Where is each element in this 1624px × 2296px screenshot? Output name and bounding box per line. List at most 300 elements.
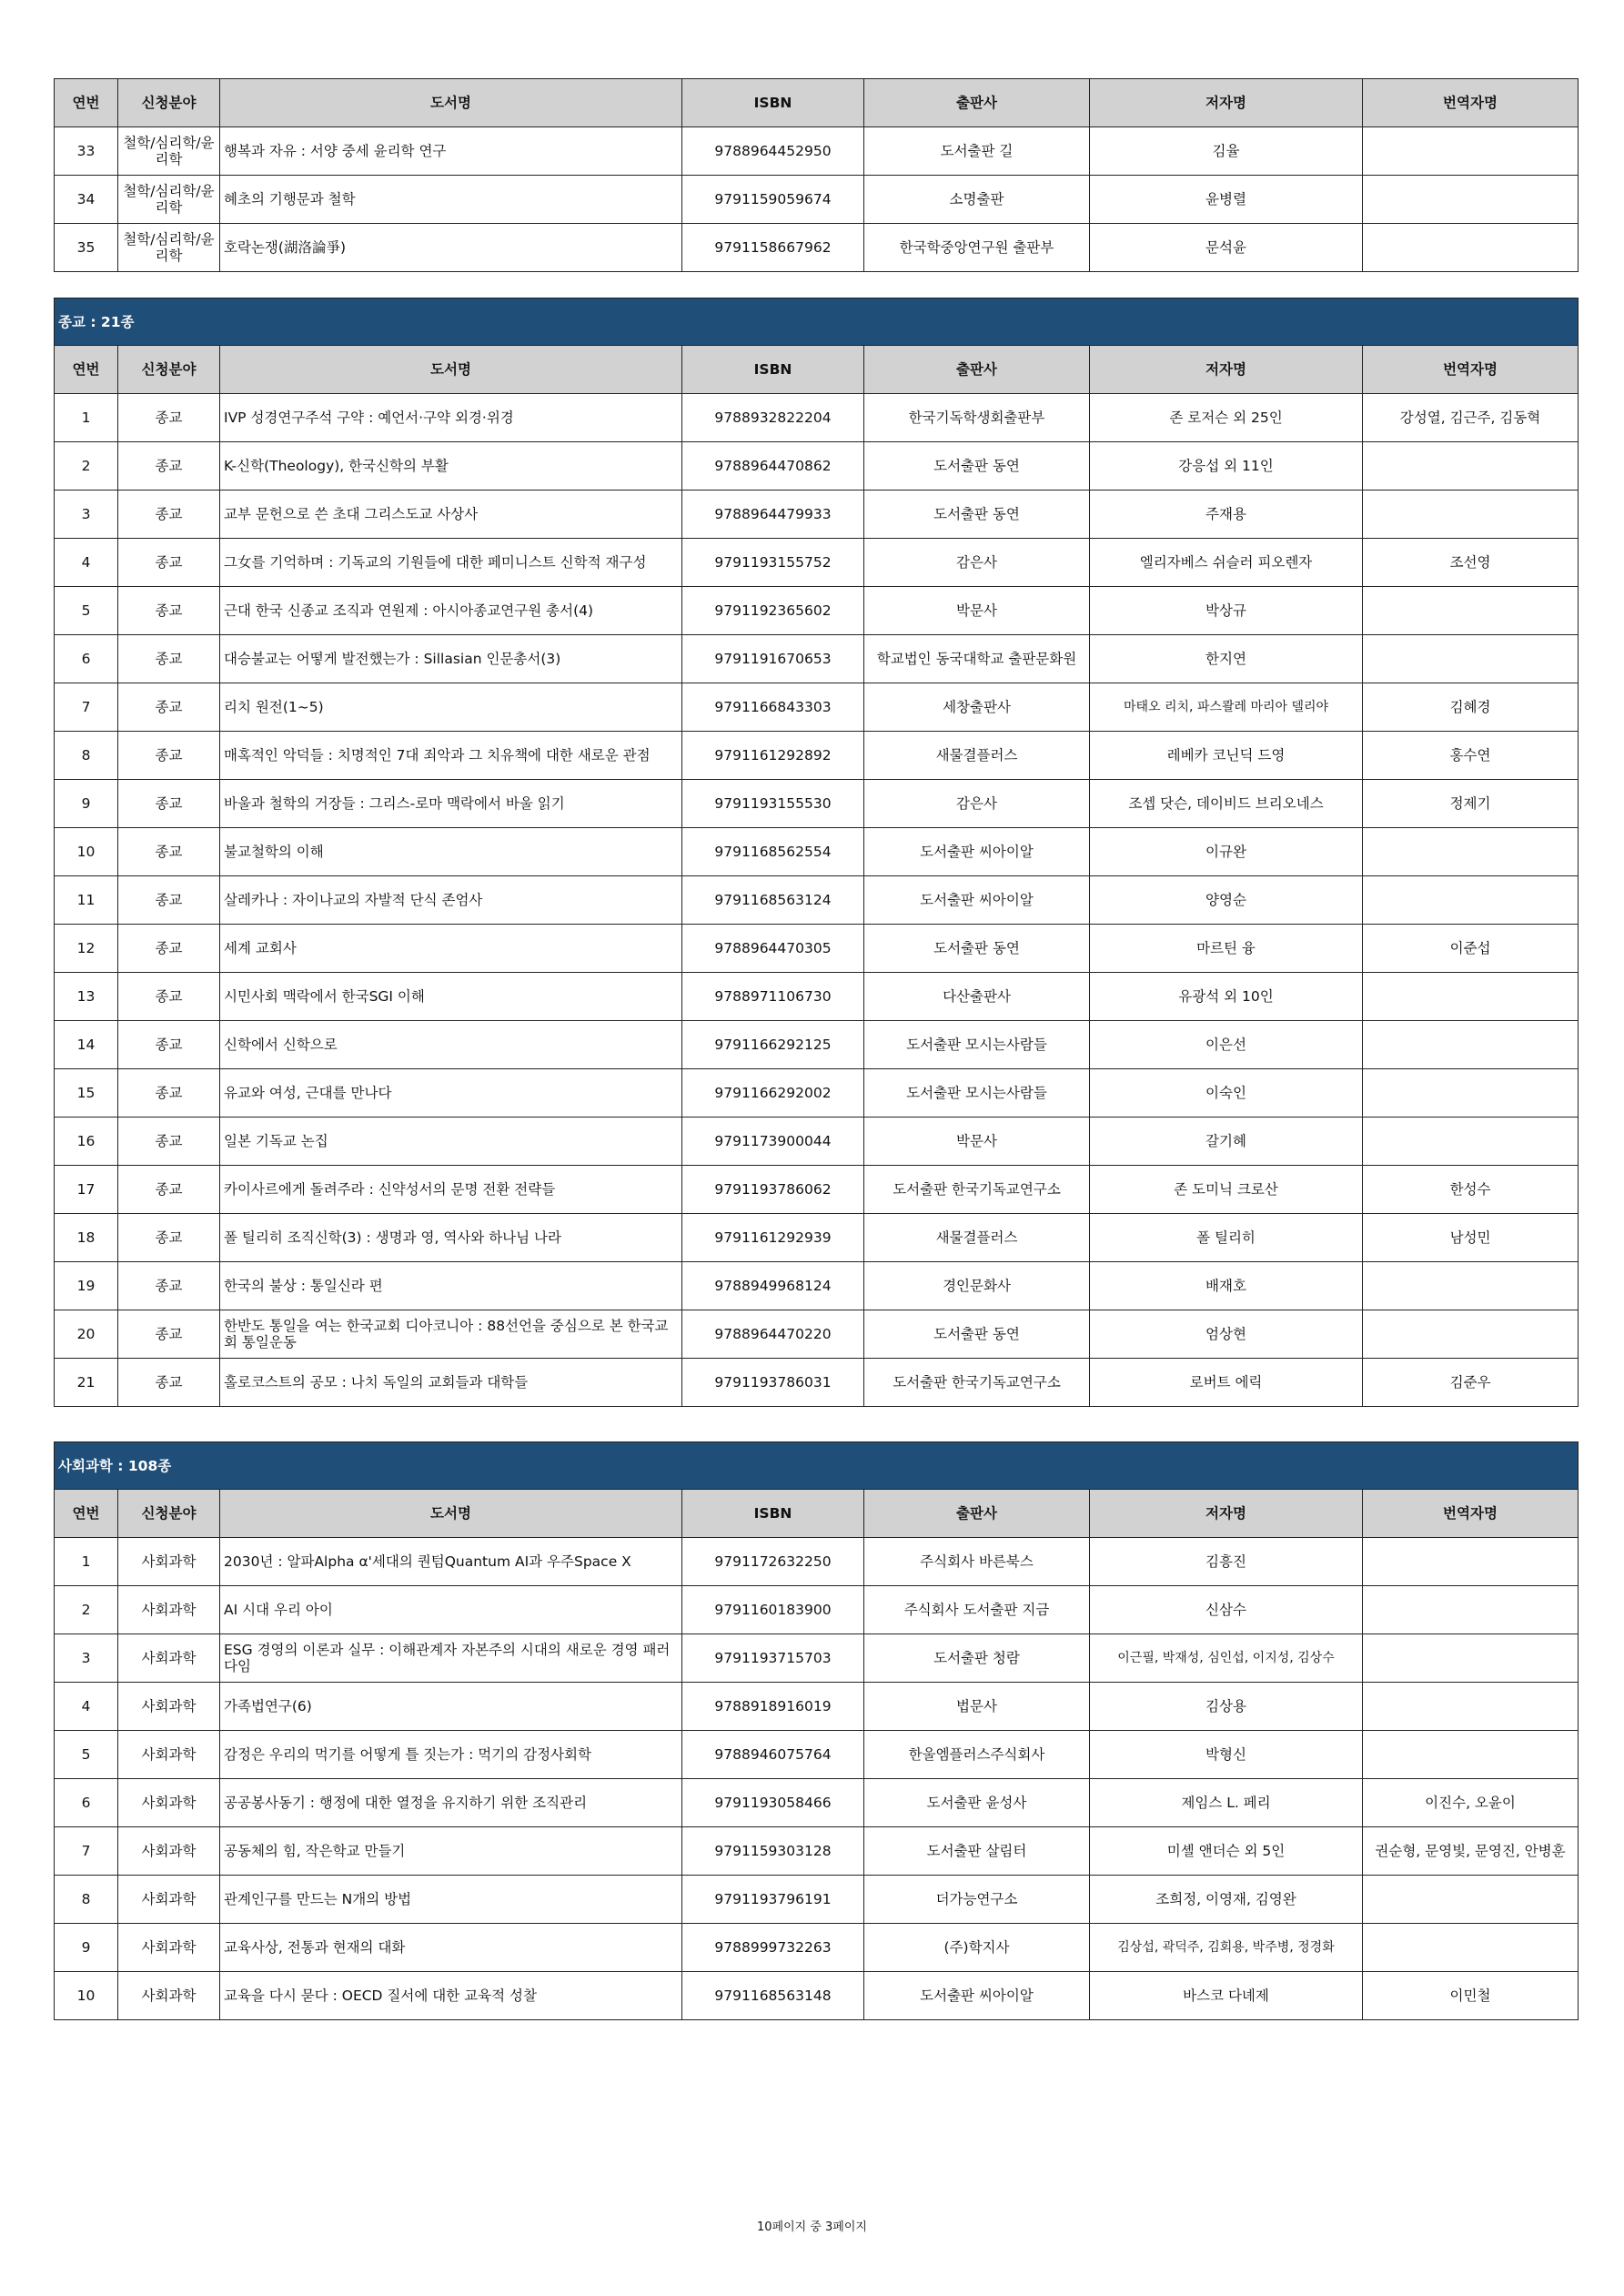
book-title: 리치 원전(1~5) xyxy=(220,683,682,732)
book-title: 감정은 우리의 먹기를 어떻게 틀 짓는가 : 먹기의 감정사회학 xyxy=(220,1731,682,1779)
table-row xyxy=(55,1731,1579,1779)
publisher-cell: 도서출판 씨아이알 xyxy=(864,828,1090,876)
isbn-cell: 9791192365602 xyxy=(682,587,864,635)
table-row xyxy=(55,876,1579,925)
column-header: ISBN xyxy=(682,79,864,127)
book-title: 행복과 자유 : 서양 중세 윤리학 연구 xyxy=(220,127,682,176)
isbn-cell: 9791159059674 xyxy=(682,176,864,224)
author-cell: 이근필, 박재성, 심인섭, 이지성, 김상수 xyxy=(1090,1634,1363,1683)
publisher-cell: 도서출판 모시는사람들 xyxy=(864,1021,1090,1069)
section-title: 사회과학 : 108종 xyxy=(55,1442,1579,1490)
header-row xyxy=(55,79,1579,127)
row-number: 5 xyxy=(55,1731,118,1779)
translator-cell xyxy=(1363,1538,1579,1586)
book-title: 공동체의 힘, 작은학교 만들기 xyxy=(220,1827,682,1876)
isbn-cell: 9788964452950 xyxy=(682,127,864,176)
table-row xyxy=(55,1166,1579,1214)
author-cell: 엄상현 xyxy=(1090,1310,1363,1359)
translator-cell xyxy=(1363,1924,1579,1972)
publisher-cell: 소명출판 xyxy=(864,176,1090,224)
publisher-cell: 주식회사 바른북스 xyxy=(864,1538,1090,1586)
isbn-cell: 9791166843303 xyxy=(682,683,864,732)
isbn-cell: 9788999732263 xyxy=(682,1924,864,1972)
book-title: 한국의 불상 : 통일신라 편 xyxy=(220,1262,682,1310)
row-number: 3 xyxy=(55,491,118,539)
field-cell: 종교 xyxy=(118,1118,220,1166)
section-title: 종교 : 21종 xyxy=(55,298,1579,346)
isbn-cell: 9788964470220 xyxy=(682,1310,864,1359)
table-row xyxy=(55,732,1579,780)
field-cell: 종교 xyxy=(118,1069,220,1118)
translator-cell xyxy=(1363,1262,1579,1310)
field-cell: 사회과학 xyxy=(118,1731,220,1779)
field-cell: 종교 xyxy=(118,683,220,732)
author-cell: 엘리자베스 쉬슬러 피오렌자 xyxy=(1090,539,1363,587)
column-header: 도서명 xyxy=(220,346,682,394)
field-cell: 사회과학 xyxy=(118,1924,220,1972)
author-cell: 마태오 리치, 파스콸레 마리아 델리야 xyxy=(1090,683,1363,732)
publisher-cell: 박문사 xyxy=(864,1118,1090,1166)
author-cell: 조희정, 이영재, 김영완 xyxy=(1090,1876,1363,1924)
table-body xyxy=(55,1538,1579,2020)
publisher-cell: 법문사 xyxy=(864,1683,1090,1731)
row-number: 35 xyxy=(55,224,118,272)
isbn-cell: 9791193796191 xyxy=(682,1876,864,1924)
author-cell: 존 로저슨 외 25인 xyxy=(1090,394,1363,442)
isbn-cell: 9791193786031 xyxy=(682,1359,864,1407)
row-number: 9 xyxy=(55,1924,118,1972)
row-number: 10 xyxy=(55,1972,118,2020)
isbn-cell: 9791161292892 xyxy=(682,732,864,780)
book-title: 한반도 통일을 여는 한국교회 디아코니아 : 88선언을 중심으로 본 한국교회 통일운동 xyxy=(220,1310,682,1359)
translator-cell: 남성민 xyxy=(1363,1214,1579,1262)
field-cell: 종교 xyxy=(118,587,220,635)
translator-cell xyxy=(1363,1310,1579,1359)
publisher-cell: 경인문화사 xyxy=(864,1262,1090,1310)
translator-cell: 이민철 xyxy=(1363,1972,1579,2020)
book-title: 매혹적인 악덕들 : 치명적인 7대 죄악과 그 치유책에 대한 새로운 관점 xyxy=(220,732,682,780)
column-header: 출판사 xyxy=(864,346,1090,394)
row-number: 10 xyxy=(55,828,118,876)
field-cell: 종교 xyxy=(118,1021,220,1069)
translator-cell xyxy=(1363,1586,1579,1634)
table-row xyxy=(55,828,1579,876)
header-row xyxy=(55,346,1579,394)
book-title: 시민사회 맥락에서 한국SGI 이해 xyxy=(220,973,682,1021)
field-cell: 종교 xyxy=(118,1262,220,1310)
author-cell: 강응섭 외 11인 xyxy=(1090,442,1363,491)
translator-cell: 이준섭 xyxy=(1363,925,1579,973)
publisher-cell: 세창출판사 xyxy=(864,683,1090,732)
author-cell: 이은선 xyxy=(1090,1021,1363,1069)
author-cell: 미셸 앤더슨 외 5인 xyxy=(1090,1827,1363,1876)
book-title: 그女를 기억하며 : 기독교의 기원들에 대한 페미니스트 신학적 재구성 xyxy=(220,539,682,587)
publisher-cell: 도서출판 모시는사람들 xyxy=(864,1069,1090,1118)
author-cell: 로버트 에릭 xyxy=(1090,1359,1363,1407)
column-header: 신청분야 xyxy=(118,79,220,127)
table-row xyxy=(55,1538,1579,1586)
isbn-cell: 9791168562554 xyxy=(682,828,864,876)
book-title: 2030년 : 알파Alpha α'세대의 퀀텀Quantum AI과 우주Space X xyxy=(220,1538,682,1586)
isbn-cell: 9791158667962 xyxy=(682,224,864,272)
publisher-cell: 도서출판 동연 xyxy=(864,442,1090,491)
author-cell: 문석윤 xyxy=(1090,224,1363,272)
row-number: 21 xyxy=(55,1359,118,1407)
author-cell: 폴 틸리히 xyxy=(1090,1214,1363,1262)
column-header: 번역자명 xyxy=(1363,1490,1579,1538)
book-title: IVP 성경연구주석 구약 : 예언서·구약 외경·위경 xyxy=(220,394,682,442)
publisher-cell: 감은사 xyxy=(864,539,1090,587)
row-number: 2 xyxy=(55,442,118,491)
table-row xyxy=(55,442,1579,491)
table-row xyxy=(55,394,1579,442)
table-row xyxy=(55,587,1579,635)
author-cell: 박형신 xyxy=(1090,1731,1363,1779)
book-title: 교육을 다시 묻다 : OECD 질서에 대한 교육적 성찰 xyxy=(220,1972,682,2020)
field-cell: 종교 xyxy=(118,973,220,1021)
translator-cell xyxy=(1363,1634,1579,1683)
table-row xyxy=(55,1069,1579,1118)
author-cell: 김상섭, 곽덕주, 김회용, 박주병, 정경화 xyxy=(1090,1924,1363,1972)
isbn-cell: 9788964470305 xyxy=(682,925,864,973)
field-cell: 종교 xyxy=(118,1214,220,1262)
publisher-cell: 도서출판 살림터 xyxy=(864,1827,1090,1876)
author-cell: 바스코 다녜제 xyxy=(1090,1972,1363,2020)
publisher-cell: 도서출판 동연 xyxy=(864,1310,1090,1359)
author-cell: 조셉 닷슨, 데이비드 브리오네스 xyxy=(1090,780,1363,828)
author-cell: 김율 xyxy=(1090,127,1363,176)
field-cell: 종교 xyxy=(118,1310,220,1359)
column-header: ISBN xyxy=(682,1490,864,1538)
row-number: 1 xyxy=(55,1538,118,1586)
column-header: 연번 xyxy=(55,346,118,394)
book-title: 세계 교회사 xyxy=(220,925,682,973)
column-header: 번역자명 xyxy=(1363,346,1579,394)
column-header: 연번 xyxy=(55,79,118,127)
table-row xyxy=(55,1827,1579,1876)
translator-cell: 김혜경 xyxy=(1363,683,1579,732)
translator-cell xyxy=(1363,1021,1579,1069)
row-number: 20 xyxy=(55,1310,118,1359)
book-title: 일본 기독교 논집 xyxy=(220,1118,682,1166)
row-number: 3 xyxy=(55,1634,118,1683)
book-title: 공공봉사동기 : 행정에 대한 열정을 유지하기 위한 조직관리 xyxy=(220,1779,682,1827)
row-number: 11 xyxy=(55,876,118,925)
field-cell: 종교 xyxy=(118,876,220,925)
isbn-cell: 9791173900044 xyxy=(682,1118,864,1166)
field-cell: 종교 xyxy=(118,732,220,780)
author-cell: 주재용 xyxy=(1090,491,1363,539)
book-title: 홀로코스트의 공모 : 나치 독일의 교회들과 대학들 xyxy=(220,1359,682,1407)
column-header: 도서명 xyxy=(220,79,682,127)
row-number: 17 xyxy=(55,1166,118,1214)
translator-cell xyxy=(1363,1876,1579,1924)
isbn-cell: 9791160183900 xyxy=(682,1586,864,1634)
field-cell: 사회과학 xyxy=(118,1683,220,1731)
publisher-cell: 도서출판 윤성사 xyxy=(864,1779,1090,1827)
book-title: 살레카나 : 자이나교의 자발적 단식 존엄사 xyxy=(220,876,682,925)
book-title: ESG 경영의 이론과 실무 : 이해관계자 자본주의 시대의 새로운 경영 패러다임 xyxy=(220,1634,682,1683)
table-row xyxy=(55,1021,1579,1069)
book-title: 교육사상, 전통과 현재의 대화 xyxy=(220,1924,682,1972)
isbn-cell: 9791193155752 xyxy=(682,539,864,587)
field-cell: 종교 xyxy=(118,394,220,442)
translator-cell xyxy=(1363,1731,1579,1779)
table-row xyxy=(55,1262,1579,1310)
field-cell: 종교 xyxy=(118,780,220,828)
author-cell: 신삼수 xyxy=(1090,1586,1363,1634)
table-row xyxy=(55,1876,1579,1924)
publisher-cell: 도서출판 청람 xyxy=(864,1634,1090,1683)
author-cell: 갈기혜 xyxy=(1090,1118,1363,1166)
row-number: 8 xyxy=(55,1876,118,1924)
translator-cell: 정제기 xyxy=(1363,780,1579,828)
table-row xyxy=(55,1359,1579,1407)
translator-cell: 권순형, 문영빛, 문영진, 안병훈 xyxy=(1363,1827,1579,1876)
isbn-cell: 9791168563148 xyxy=(682,1972,864,2020)
table-row xyxy=(55,925,1579,973)
book-title: 호락논쟁(湖洛論爭) xyxy=(220,224,682,272)
column-header: 신청분야 xyxy=(118,1490,220,1538)
translator-cell xyxy=(1363,491,1579,539)
field-cell: 종교 xyxy=(118,442,220,491)
author-cell: 김상용 xyxy=(1090,1683,1363,1731)
isbn-cell: 9788971106730 xyxy=(682,973,864,1021)
book-title: 근대 한국 신종교 조직과 연원제 : 아시아종교연구원 총서(4) xyxy=(220,587,682,635)
isbn-cell: 9788932822204 xyxy=(682,394,864,442)
isbn-cell: 9791193715703 xyxy=(682,1634,864,1683)
publisher-cell: 주식회사 도서출판 지금 xyxy=(864,1586,1090,1634)
row-number: 7 xyxy=(55,683,118,732)
author-cell: 양영순 xyxy=(1090,876,1363,925)
table-row xyxy=(55,1779,1579,1827)
table-row xyxy=(55,1924,1579,1972)
publisher-cell: 도서출판 한국기독교연구소 xyxy=(864,1166,1090,1214)
book-title: 불교철학의 이해 xyxy=(220,828,682,876)
column-header: 도서명 xyxy=(220,1490,682,1538)
isbn-cell: 9791172632250 xyxy=(682,1538,864,1586)
table-row xyxy=(55,491,1579,539)
book-table-religion xyxy=(54,298,1579,1407)
isbn-cell: 9791166292002 xyxy=(682,1069,864,1118)
table-row xyxy=(55,1310,1579,1359)
column-header: 출판사 xyxy=(864,79,1090,127)
table-body xyxy=(55,394,1579,1407)
row-number: 4 xyxy=(55,539,118,587)
publisher-cell: 도서출판 길 xyxy=(864,127,1090,176)
translator-cell xyxy=(1363,828,1579,876)
table-row xyxy=(55,1214,1579,1262)
column-header: 번역자명 xyxy=(1363,79,1579,127)
translator-cell: 김준우 xyxy=(1363,1359,1579,1407)
book-title: 관계인구를 만드는 N개의 방법 xyxy=(220,1876,682,1924)
translator-cell xyxy=(1363,1069,1579,1118)
table-section-philosophy xyxy=(54,78,1578,272)
table-body xyxy=(55,127,1579,272)
table-section-religion xyxy=(54,298,1578,1407)
book-title: 신학에서 신학으로 xyxy=(220,1021,682,1069)
publisher-cell: 도서출판 한국기독교연구소 xyxy=(864,1359,1090,1407)
translator-cell: 홍수연 xyxy=(1363,732,1579,780)
author-cell: 한지연 xyxy=(1090,635,1363,683)
translator-cell xyxy=(1363,876,1579,925)
row-number: 15 xyxy=(55,1069,118,1118)
translator-cell xyxy=(1363,224,1579,272)
translator-cell xyxy=(1363,442,1579,491)
field-cell: 철학/심리학/윤리학 xyxy=(118,127,220,176)
translator-cell: 한성수 xyxy=(1363,1166,1579,1214)
isbn-cell: 9788964470862 xyxy=(682,442,864,491)
book-title: 유교와 여성, 근대를 만나다 xyxy=(220,1069,682,1118)
field-cell: 철학/심리학/윤리학 xyxy=(118,224,220,272)
page-number: 10페이지 중 3페이지 xyxy=(757,2220,867,2234)
publisher-cell: 다산출판사 xyxy=(864,973,1090,1021)
row-number: 2 xyxy=(55,1586,118,1634)
row-number: 8 xyxy=(55,732,118,780)
author-cell: 김흥진 xyxy=(1090,1538,1363,1586)
column-header: 신청분야 xyxy=(118,346,220,394)
row-number: 6 xyxy=(55,635,118,683)
row-number: 7 xyxy=(55,1827,118,1876)
translator-cell: 이진수, 오윤이 xyxy=(1363,1779,1579,1827)
publisher-cell: 새물결플러스 xyxy=(864,1214,1090,1262)
isbn-cell: 9788918916019 xyxy=(682,1683,864,1731)
translator-cell xyxy=(1363,1118,1579,1166)
translator-cell xyxy=(1363,635,1579,683)
isbn-cell: 9791159303128 xyxy=(682,1827,864,1876)
translator-cell: 강성열, 김근주, 김동혁 xyxy=(1363,394,1579,442)
isbn-cell: 9788949968124 xyxy=(682,1262,864,1310)
table-row xyxy=(55,1634,1579,1683)
author-cell: 박상규 xyxy=(1090,587,1363,635)
publisher-cell: 한울엠플러스주식회사 xyxy=(864,1731,1090,1779)
table-section-social-science xyxy=(54,1441,1578,2020)
translator-cell: 조선영 xyxy=(1363,539,1579,587)
column-header: 저자명 xyxy=(1090,1490,1363,1538)
publisher-cell: 학교법인 동국대학교 출판문화원 xyxy=(864,635,1090,683)
column-header: 저자명 xyxy=(1090,79,1363,127)
table-row xyxy=(55,973,1579,1021)
header-row xyxy=(55,1490,1579,1538)
publisher-cell: 도서출판 씨아이알 xyxy=(864,1972,1090,2020)
isbn-cell: 9791193786062 xyxy=(682,1166,864,1214)
field-cell: 사회과학 xyxy=(118,1779,220,1827)
field-cell: 철학/심리학/윤리학 xyxy=(118,176,220,224)
translator-cell xyxy=(1363,176,1579,224)
author-cell: 이규완 xyxy=(1090,828,1363,876)
author-cell: 마르틴 융 xyxy=(1090,925,1363,973)
book-table-philosophy xyxy=(54,78,1579,272)
author-cell: 존 도미닉 크로산 xyxy=(1090,1166,1363,1214)
author-cell: 레베카 코닌딕 드영 xyxy=(1090,732,1363,780)
isbn-cell: 9791161292939 xyxy=(682,1214,864,1262)
publisher-cell: 새물결플러스 xyxy=(864,732,1090,780)
publisher-cell: 한국학중앙연구원 출판부 xyxy=(864,224,1090,272)
isbn-cell: 9791191670653 xyxy=(682,635,864,683)
row-number: 12 xyxy=(55,925,118,973)
publisher-cell: 도서출판 씨아이알 xyxy=(864,876,1090,925)
row-number: 18 xyxy=(55,1214,118,1262)
translator-cell xyxy=(1363,1683,1579,1731)
translator-cell xyxy=(1363,973,1579,1021)
row-number: 16 xyxy=(55,1118,118,1166)
isbn-cell: 9791168563124 xyxy=(682,876,864,925)
field-cell: 종교 xyxy=(118,1359,220,1407)
field-cell: 사회과학 xyxy=(118,1586,220,1634)
field-cell: 사회과학 xyxy=(118,1634,220,1683)
translator-cell xyxy=(1363,127,1579,176)
publisher-cell: (주)학지사 xyxy=(864,1924,1090,1972)
publisher-cell: 감은사 xyxy=(864,780,1090,828)
field-cell: 사회과학 xyxy=(118,1538,220,1586)
book-title: 대승불교는 어떻게 발전했는가 : Sillasian 인문총서(3) xyxy=(220,635,682,683)
table-row xyxy=(55,1683,1579,1731)
isbn-cell: 9788946075764 xyxy=(682,1731,864,1779)
column-header: 연번 xyxy=(55,1490,118,1538)
isbn-cell: 9788964479933 xyxy=(682,491,864,539)
table-row xyxy=(55,176,1579,224)
column-header: 저자명 xyxy=(1090,346,1363,394)
isbn-cell: 9791193058466 xyxy=(682,1779,864,1827)
column-header: 출판사 xyxy=(864,1490,1090,1538)
isbn-cell: 9791166292125 xyxy=(682,1021,864,1069)
book-title: K-신학(Theology), 한국신학의 부활 xyxy=(220,442,682,491)
row-number: 34 xyxy=(55,176,118,224)
book-title: 교부 문헌으로 쓴 초대 그리스도교 사상사 xyxy=(220,491,682,539)
row-number: 1 xyxy=(55,394,118,442)
author-cell: 이숙인 xyxy=(1090,1069,1363,1118)
field-cell: 종교 xyxy=(118,925,220,973)
author-cell: 배재호 xyxy=(1090,1262,1363,1310)
translator-cell xyxy=(1363,587,1579,635)
author-cell: 유광석 외 10인 xyxy=(1090,973,1363,1021)
field-cell: 종교 xyxy=(118,828,220,876)
author-cell: 제임스 L. 페리 xyxy=(1090,1779,1363,1827)
book-title: 카이사르에게 돌려주라 : 신약성서의 문명 전환 전략들 xyxy=(220,1166,682,1214)
book-title: 혜초의 기행문과 철학 xyxy=(220,176,682,224)
table-row xyxy=(55,683,1579,732)
publisher-cell: 한국기독학생회출판부 xyxy=(864,394,1090,442)
field-cell: 사회과학 xyxy=(118,1827,220,1876)
row-number: 4 xyxy=(55,1683,118,1731)
row-number: 33 xyxy=(55,127,118,176)
field-cell: 사회과학 xyxy=(118,1972,220,2020)
table-row xyxy=(55,780,1579,828)
row-number: 5 xyxy=(55,587,118,635)
table-row xyxy=(55,1586,1579,1634)
book-title: 폴 틸리히 조직신학(3) : 생명과 영, 역사와 하나님 나라 xyxy=(220,1214,682,1262)
field-cell: 종교 xyxy=(118,635,220,683)
table-row xyxy=(55,127,1579,176)
publisher-cell: 도서출판 동연 xyxy=(864,491,1090,539)
book-table-social-science xyxy=(54,1441,1579,2020)
table-row xyxy=(55,539,1579,587)
book-title: 가족법연구(6) xyxy=(220,1683,682,1731)
field-cell: 종교 xyxy=(118,1166,220,1214)
row-number: 19 xyxy=(55,1262,118,1310)
row-number: 14 xyxy=(55,1021,118,1069)
field-cell: 사회과학 xyxy=(118,1876,220,1924)
author-cell: 윤병렬 xyxy=(1090,176,1363,224)
column-header: ISBN xyxy=(682,346,864,394)
row-number: 6 xyxy=(55,1779,118,1827)
table-row xyxy=(55,1118,1579,1166)
book-title: AI 시대 우리 아이 xyxy=(220,1586,682,1634)
publisher-cell: 더가능연구소 xyxy=(864,1876,1090,1924)
row-number: 13 xyxy=(55,973,118,1021)
book-title: 바울과 철학의 거장들 : 그리스-로마 맥락에서 바울 읽기 xyxy=(220,780,682,828)
publisher-cell: 박문사 xyxy=(864,587,1090,635)
